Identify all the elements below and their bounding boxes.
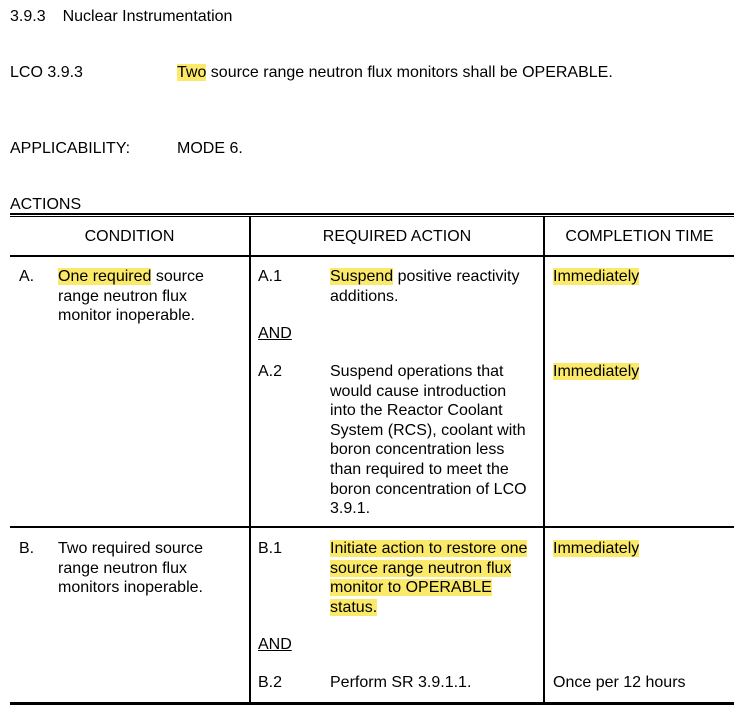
- applicability-value: MODE 6.: [177, 140, 243, 157]
- actions-title: ACTIONS: [10, 196, 82, 213]
- header-required-action: REQUIRED ACTION: [322, 228, 472, 245]
- section-number: 3.9.3: [10, 8, 46, 25]
- header-condition: CONDITION: [84, 228, 175, 245]
- action-highlight: Suspend: [330, 268, 394, 285]
- and-connector: AND: [258, 325, 292, 342]
- completion-time-value: Immediately: [553, 268, 640, 285]
- completion-time: [553, 539, 639, 558]
- action-text: Perform SR 3.9.1.1.: [330, 674, 472, 691]
- action-id: B.1: [258, 540, 283, 557]
- column-divider-1: [249, 216, 251, 704]
- table-bottom-border: [10, 702, 734, 705]
- lco-statement: [177, 63, 613, 82]
- section-title: Nuclear Instrumentation: [62, 8, 233, 25]
- completion-time: Once per 12 hours: [553, 674, 686, 691]
- action-highlight: Initiate action to restore one source range neutron flux monitor to OPERABLE status.: [330, 540, 528, 616]
- table-top-border-inner: [10, 216, 734, 217]
- and-connector: AND: [258, 636, 292, 653]
- action-text: [330, 267, 540, 306]
- table-top-border: [10, 213, 734, 215]
- header-completion-time: COMPLETION TIME: [565, 228, 714, 245]
- applicability-label: APPLICABILITY:: [10, 140, 131, 157]
- condition-letter: B.: [19, 540, 35, 557]
- action-text: [330, 539, 540, 617]
- action-rest: positive reactivity additions.: [330, 268, 520, 305]
- condition-rest: source range neutron flux monitor inoperable.: [58, 268, 204, 325]
- action-id: A.1: [258, 268, 283, 285]
- action-id: A.2: [258, 363, 283, 380]
- lco-highlight: Two: [177, 64, 207, 81]
- condition-text: [58, 267, 238, 326]
- section-heading: [10, 7, 232, 26]
- completion-time-value: Immediately: [553, 540, 640, 557]
- row-divider: [10, 526, 734, 528]
- condition-letter: A.: [19, 268, 35, 285]
- completion-time: [553, 267, 639, 286]
- header-divider: [10, 255, 734, 257]
- action-id: B.2: [258, 674, 283, 691]
- completion-time: [553, 362, 639, 381]
- lco-text: source range neutron flux monitors shall be OPERABLE.: [206, 64, 613, 81]
- lco-label: LCO 3.9.3: [10, 64, 83, 81]
- condition-highlight: One required: [58, 268, 152, 285]
- condition-text: Two required source range neutron flux monitors inoperable.: [58, 540, 203, 597]
- action-text: Suspend operations that would cause introduction into the Reactor Coolant System (RCS), coolant with boron concentration less than required to meet the boron concentration of LCO 3.9.1.: [330, 363, 527, 518]
- completion-time-value: Immediately: [553, 363, 640, 380]
- column-divider-2: [543, 216, 545, 704]
